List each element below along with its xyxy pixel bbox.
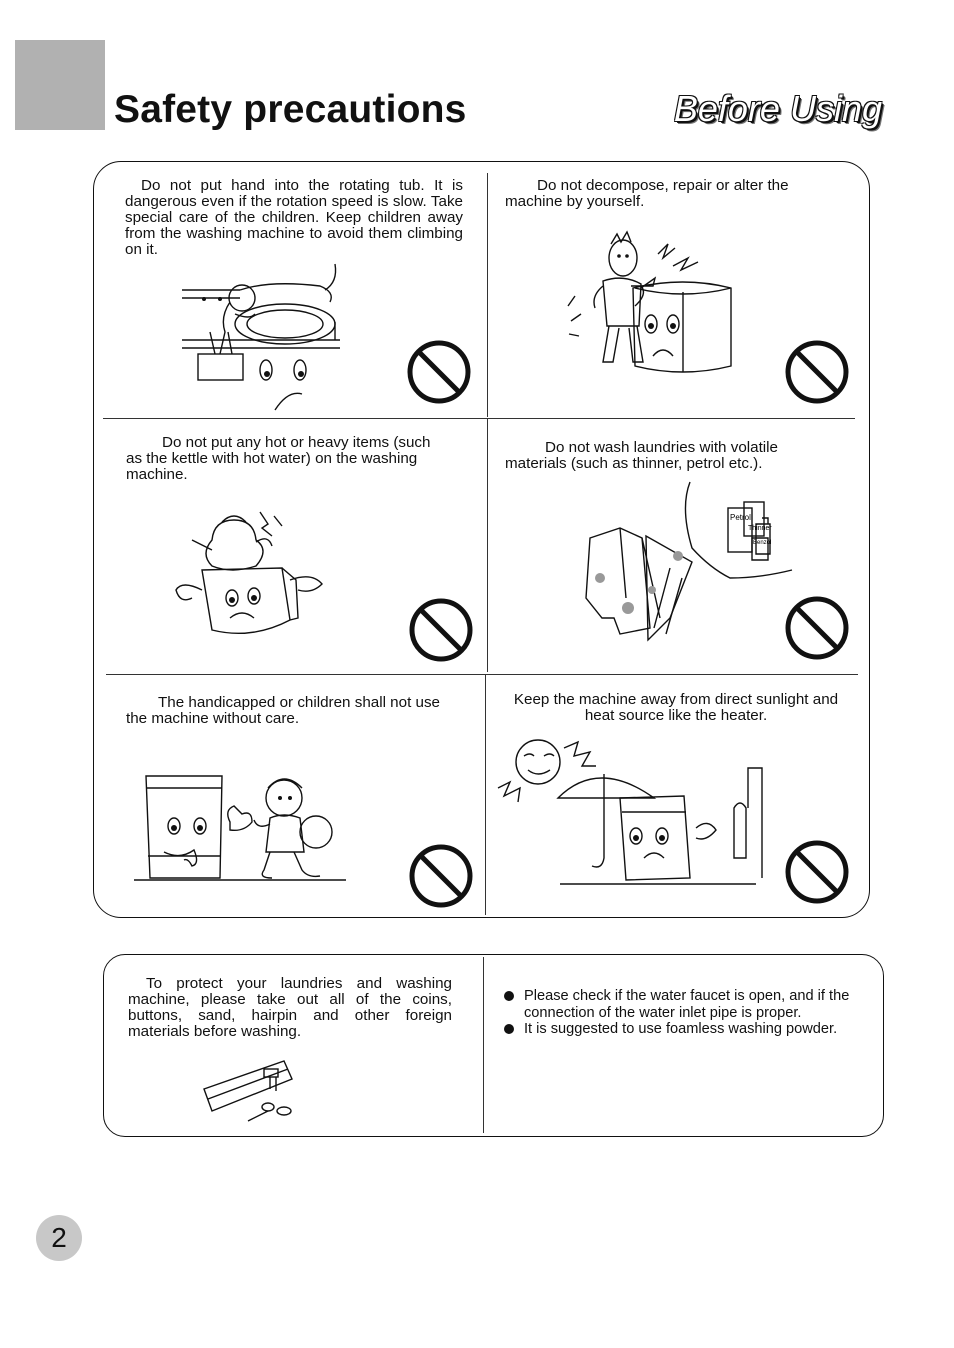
precaution-text-volatile: Do not wash laundries with volatile materials (such as thinner, petrol etc.). [505,439,778,472]
panel-divider-vertical [485,675,486,915]
bullet-icon [504,991,514,1001]
prohibited-icon [785,596,849,660]
prohibited-icon [785,840,849,904]
note-item: Please check if the water faucet is open, and if the connection of the water inlet pipe is proper. [504,988,874,1021]
bullet-icon [504,1024,514,1034]
kettle-on-machine-illustration [172,510,332,645]
prohibited-icon [407,340,471,404]
page-number: 2 [36,1215,82,1261]
panel-divider-horizontal [106,674,858,675]
prohibited-icon [409,598,473,662]
precaution-text-hot-heavy: Do not put any hot or heavy items (such as the kettle with hot water) on the washing machine. [126,434,431,483]
precaution-text-sunlight: Keep the machine away from direct sunlight and heat source like the heater. [513,691,839,724]
coins-hairpin-illustration [198,1055,308,1125]
panel-divider-vertical [487,419,488,672]
notes-divider [483,957,484,1133]
petrol-label: Petrol [730,513,751,522]
child-reaching-into-tub-illustration [180,262,345,417]
precaution-text-handicapped: The handicapped or children shall not use the machine without care. [126,694,440,727]
panel-divider-horizontal [103,418,855,419]
precaution-text-decompose: Do not decompose, repair or alter the machine by yourself. [505,177,789,210]
page-title: Safety precautions [114,88,467,131]
child-near-machine-illustration [134,770,349,885]
notes-list [504,988,874,1038]
section-tab [15,40,105,130]
prohibited-icon [409,844,473,908]
benzol-label: Benzol [753,540,772,546]
precaution-text-rotating-tub: Do not put hand into the rotating tub. It is dangerous even if the rotation speed is slow. Take special care of the children. Keep children away from the washing machine to avoid them climbing on it. [125,177,463,258]
foreign-objects-note: To protect your laundries and washing machine, please take out all of the coins, buttons, sand, hairpin and other foreign materials before washing. [128,975,452,1040]
prohibited-icon [785,340,849,404]
panel-divider-vertical [487,173,488,417]
section-title: Before Using [673,88,882,129]
note-item: It is suggested to use foamless washing powder. [504,1021,874,1038]
machine-in-sun-illustration [494,738,774,888]
clothes-and-solvents-illustration [580,478,795,648]
person-repairing-machine-illustration [563,226,738,386]
thinner-label: Thinner [748,525,772,532]
